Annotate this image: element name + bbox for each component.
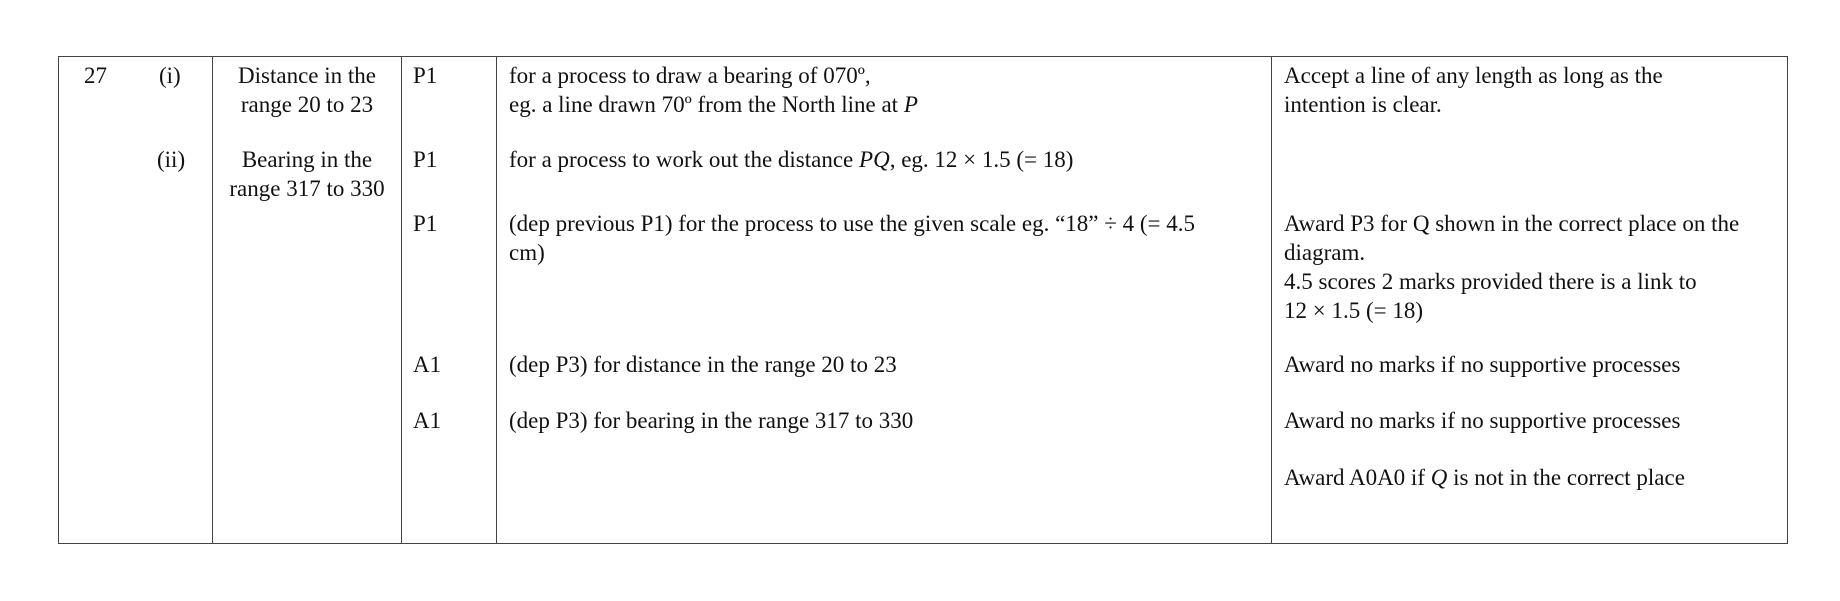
guidance-text: (dep previous P1) for the process to use the given scale eg. “18” ÷ 4 (= 4.5 [509, 211, 1196, 236]
guidance-text: for a process to work out the distance PQ, eg. 12 × 1.5 (= 18) [509, 147, 1074, 172]
answer-cell [213, 145, 401, 203]
question-number: 27 [84, 63, 107, 88]
guidance-text: cm) [509, 240, 545, 265]
mark-scheme-table [58, 56, 1788, 544]
answer-text: range 20 to 23 [240, 92, 374, 117]
note-text: Award P3 for Q shown in the correct place on the [1284, 211, 1740, 236]
part-label: (ii) [157, 147, 186, 172]
note-cell [1284, 209, 1739, 325]
mark-label: P1 [413, 211, 438, 236]
mark-label: P1 [413, 63, 438, 88]
column-divider [496, 57, 497, 543]
guidance-text: (dep P3) for distance in the range 20 to 23 [509, 352, 897, 377]
answer-text: range 317 to 330 [229, 176, 385, 201]
mark-label: P1 [413, 147, 438, 172]
answer-cell [213, 61, 401, 119]
answer-text: Distance in the [238, 63, 376, 88]
note-text: 12 × 1.5 (= 18) [1284, 298, 1424, 323]
note-text: Accept a line of any length as long as the [1284, 63, 1663, 88]
guidance-text: (dep P3) for bearing in the range 317 to 330 [509, 408, 914, 433]
note-text: Award A0A0 if Q is not in the correct place [1284, 465, 1685, 490]
guidance-text: eg. a line drawn 70º from the North line at P [509, 92, 918, 117]
column-divider [212, 57, 213, 543]
column-divider [401, 57, 402, 543]
note-cell [1284, 61, 1663, 119]
column-divider [1271, 57, 1272, 543]
guidance-cell [509, 61, 918, 119]
guidance-cell [509, 209, 1195, 267]
note-text: 4.5 scores 2 marks provided there is a link to [1284, 269, 1697, 294]
mark-label: A1 [413, 352, 442, 377]
part-label: (i) [159, 63, 181, 88]
note-text: diagram. [1284, 240, 1366, 265]
guidance-text: for a process to draw a bearing of 070º, [509, 63, 871, 88]
note-text: intention is clear. [1284, 92, 1442, 117]
note-text: Award no marks if no supportive processes [1284, 352, 1681, 377]
mark-label: A1 [413, 408, 442, 433]
answer-text: Bearing in the [241, 147, 373, 172]
note-text: Award no marks if no supportive processes [1284, 408, 1681, 433]
